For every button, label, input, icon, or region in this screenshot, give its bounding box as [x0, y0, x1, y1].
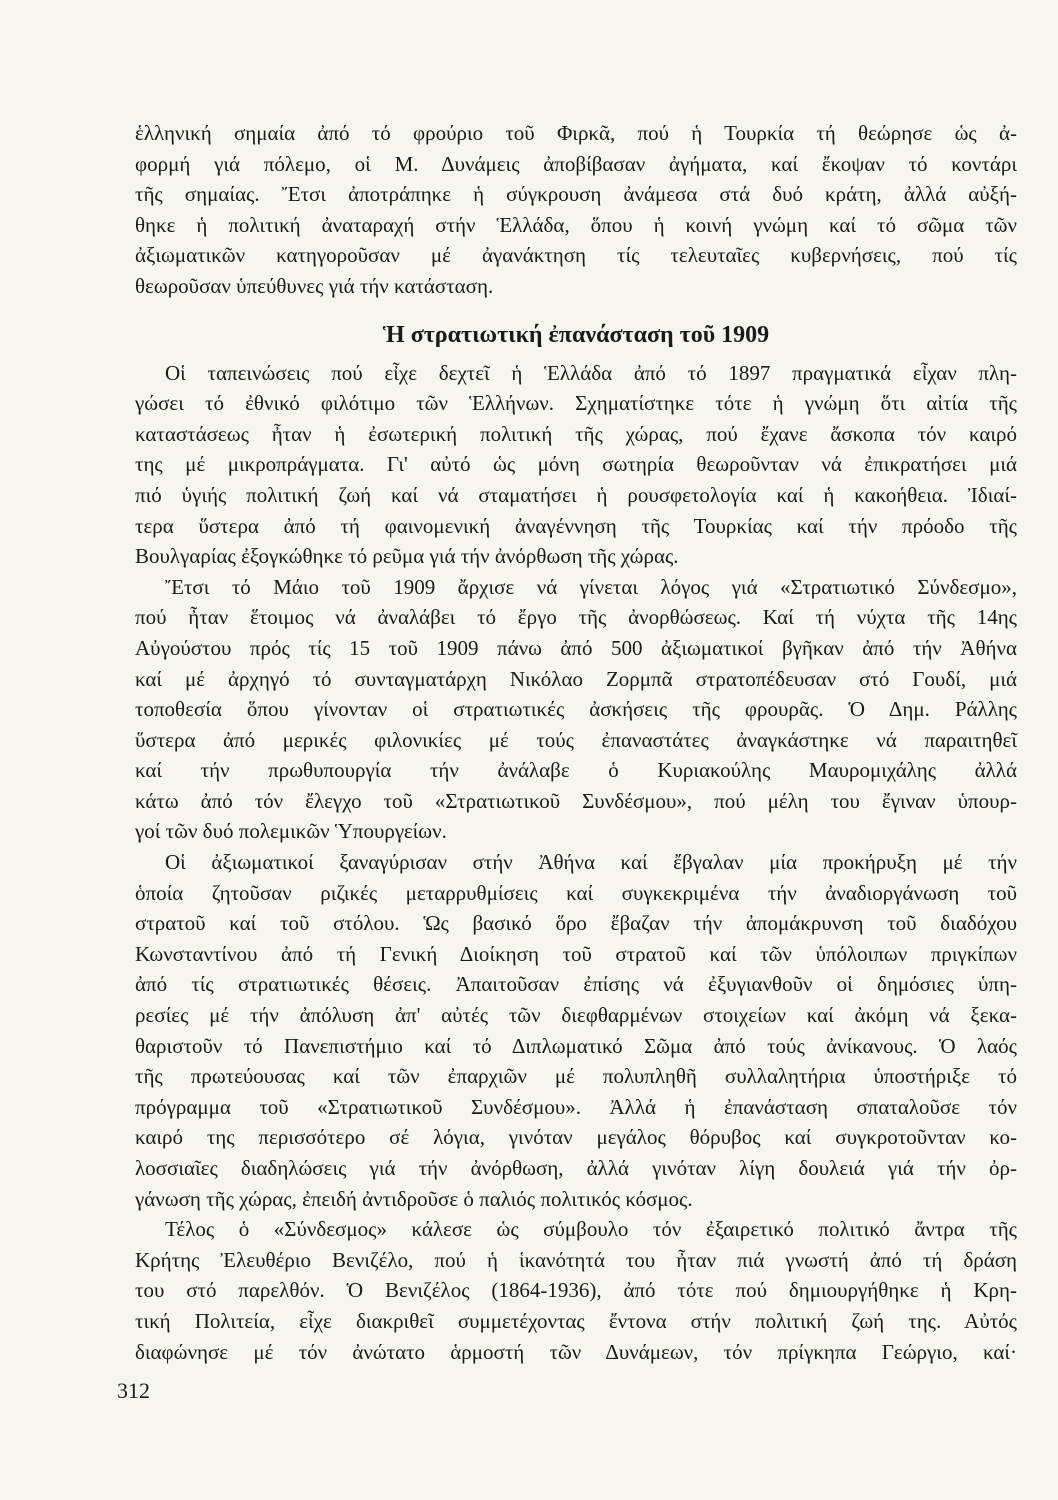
text-line: θεωροῦσαν ὑπεύθυνες γιά τήν κατάσταση. — [135, 273, 494, 298]
page-number: 312 — [117, 1378, 150, 1403]
text-line: γώσει τό ἐθνικό φιλότιμο τῶν Ἑλλήνων. Σχηματίστηκε τότε ἡ γνώμη ὅτι αἰτία τῆς — [135, 391, 1017, 416]
text-line: πού ἦταν ἕτοιμος νά ἀναλάβει τό ἔργο τῆς ἀνορθώσεως. Καί τή νύχτα τῆς 14ης — [135, 605, 1017, 630]
text-line: Κωνσταντίνου ἀπό τή Γενική Διοίκηση τοῦ στρατοῦ καί τῶν ὑπόλοιπων πριγκίπων — [135, 941, 1017, 966]
text-line: φορμή γιά πόλεμο, οἱ Μ. Δυνάμεις ἀποβίβασαν ἀγήματα, καί ἔκοψαν τό κοντάρι — [135, 151, 1017, 176]
page-body — [135, 118, 1017, 1367]
paragraph-1 — [135, 358, 1017, 572]
text-line: θηκε ἡ πολιτική ἀναταραχή στήν Ἑλλάδα, ὅπου ἡ κοινή γνώμη καί τό σῶμα τῶν — [135, 212, 1017, 237]
text-line: θαριστοῦν τό Πανεπιστήμιο καί τό Διπλωματικό Σῶμα ἀπό τούς ἀνίκανους. Ὁ λαός — [135, 1033, 1017, 1058]
text-line: τῆς πρωτεύουσας καί τῶν ἐπαρχιῶν μέ πολυπληθῆ συλλαλητήρια ὑποστήριξε τό — [135, 1064, 1017, 1089]
text-line: Αὐγούστου πρός τίς 15 τοῦ 1909 πάνω ἀπό 500 ἀξιωματικοί βγῆκαν ἀπό τήν Ἀθήνα — [135, 635, 1017, 660]
text-line: του στό παρελθόν. Ὁ Βενιζέλος (1864-1936), ἀπό τότε πού δημιουργήθηκε ἡ Κρη- — [135, 1278, 1017, 1303]
text-line: τῆς σημαίας. Ἔτσι ἀποτράπηκε ἡ σύγκρουση ἀνάμεσα στά δυό κράτη, ἀλλά αὐξή- — [135, 182, 1017, 207]
text-line: καιρό της περισσότερο σέ λόγια, γινόταν μεγάλος θόρυβος καί συγκροτοῦνταν κο- — [135, 1125, 1017, 1150]
intro-paragraph — [135, 118, 1017, 302]
text-line: καί τήν πρωθυπουργία τήν ἀνάλαβε ὁ Κυριακούλης Μαυρομιχάλης ἀλλά — [135, 758, 1017, 783]
text-line: ρεσίες μέ τήν ἀπόλυση ἀπ' αὐτές τῶν διεφθαρμένων στοιχείων καί ἀκόμη νά ξεκα- — [135, 1003, 1017, 1028]
text-line: κάτω ἀπό τόν ἔλεγχο τοῦ «Στρατιωτικοῦ Συνδέσμου», πού μέλη του ἔγιναν ὑπουρ- — [135, 788, 1017, 813]
section-heading: Ἡ στρατιωτική ἐπανάσταση τοῦ 1909 — [382, 321, 770, 348]
text-line: Βουλγαρίας ἐξογκώθηκε τό ρεῦμα γιά τήν ἀνόρθωση τῆς χώρας. — [135, 544, 679, 569]
text-line: Οἱ ταπεινώσεις πού εἶχε δεχτεῖ ἡ Ἑλλάδα ἀπό τό 1897 πραγματικά εἶχαν πλη- — [165, 360, 1017, 385]
text-line: λοσσιαῖες διαδηλώσεις γιά τήν ἀνόρθωση, ἀλλά γινόταν λίγη δουλειά γιά τήν ὀρ- — [135, 1156, 1017, 1180]
text-line: πιό ὑγιής πολιτική ζωή καί νά σταματήσει ἡ ρουσφετολογία καί ἡ κακοήθεια. Ἰδιαί- — [135, 482, 1017, 507]
text-line: Κρήτης Ἐλευθέριο Βενιζέλο, πού ἡ ἱκανότητά του ἦταν πιά γνωστή ἀπό τή δράση — [135, 1247, 1017, 1272]
text-line: τερα ὕστερα ἀπό τή φαινομενική ἀναγέννηση τῆς Τουρκίας καί τήν πρόοδο τῆς — [135, 513, 1017, 538]
text-line: ἀπό τίς στρατιωτικές θέσεις. Ἀπαιτοῦσαν ἐπίσης νά ἐξυγιανθοῦν οἱ δημόσιες ὑπη- — [135, 972, 1017, 997]
text-line: Ἔτσι τό Μάιο τοῦ 1909 ἄρχισε νά γίνεται λόγος γιά «Στρατιωτικό Σύνδεσμο», — [165, 574, 1017, 599]
text-line: γοί τῶν δυό πολεμικῶν Ὑπουργείων. — [135, 819, 447, 844]
text-line: καταστάσεως ἦταν ἡ ἐσωτερική πολιτική τῆς χώρας, πού ἔχανε ἄσκοπα τόν καιρό — [135, 421, 1017, 446]
text-line: διαφώνησε μέ τόν ἀνώτατο ἁρμοστή τῶν Δυνάμεων, τόν πρίγκηπα Γεώργιο, καί· — [135, 1339, 1017, 1364]
text-line: ἀξιωματικῶν κατηγοροῦσαν μέ ἀγανάκτηση τίς τελευταῖες κυβερνήσεις, πού τίς — [135, 243, 1017, 268]
text-line: Τέλος ὁ «Σύνδεσμος» κάλεσε ὡς σύμβουλο τόν ἐξαιρετικό πολιτικό ἄντρα τῆς — [165, 1217, 1017, 1242]
text-line: γάνωση τῆς χώρας, ἐπειδή ἀντιδροῦσε ὁ παλιός πολιτικός κόσμος. — [135, 1186, 693, 1211]
text-line: της μέ μικροπράγματα. Γι' αὐτό ὡς μόνη σωτηρία θεωροῦνταν νά ἐπικρατήσει μιά — [135, 452, 1017, 477]
paragraph-4 — [135, 1214, 1017, 1367]
text-line: ὁποία ζητοῦσαν ριζικές μεταρρυθμίσεις καί συγκεκριμένα τήν ἀναδιοργάνωση τοῦ — [135, 880, 1017, 905]
paragraph-3 — [135, 847, 1017, 1214]
text-line: τική Πολιτεία, εἶχε διακριθεῖ συμμετέχοντας ἔντονα στήν πολιτική ζωή της. Αὐτός — [135, 1308, 1017, 1333]
text-line: τοποθεσία ὅπου γίνονταν οἱ στρατιωτικές ἀσκήσεις τῆς φρουρᾶς. Ὁ Δημ. Ράλλης — [135, 697, 1017, 722]
text-line: ὕστερα ἀπό μερικές φιλονικίες μέ τούς ἐπαναστάτες ἀναγκάστηκε νά παραιτηθεῖ — [135, 727, 1017, 752]
paragraph-2 — [135, 572, 1017, 847]
text-line: στρατοῦ καί τοῦ στόλου. Ὡς βασικό ὅρο ἔβαζαν τήν ἀπομάκρυνση τοῦ διαδόχου — [135, 911, 1017, 936]
text-line: καί μέ ἀρχηγό τό συνταγματάρχη Νικόλαο Ζορμπᾶ στρατοπέδευσαν στό Γουδί, μιά — [135, 666, 1017, 691]
text-line: Οἱ ἀξιωματικοί ξαναγύρισαν στήν Ἀθήνα καί ἔβγαλαν μία προκήρυξη μέ τήν — [165, 850, 1017, 875]
text-line: πρόγραμμα τοῦ «Στρατιωτικοῦ Συνδέσμου». Ἀλλά ἡ ἐπανάσταση σπαταλοῦσε τόν — [135, 1094, 1017, 1119]
text-line: ἑλληνική σημαία ἀπό τό φρούριο τοῦ Φιρκᾶ, πού ἡ Τουρκία τή θεώρησε ὡς ἀ- — [135, 121, 1017, 145]
